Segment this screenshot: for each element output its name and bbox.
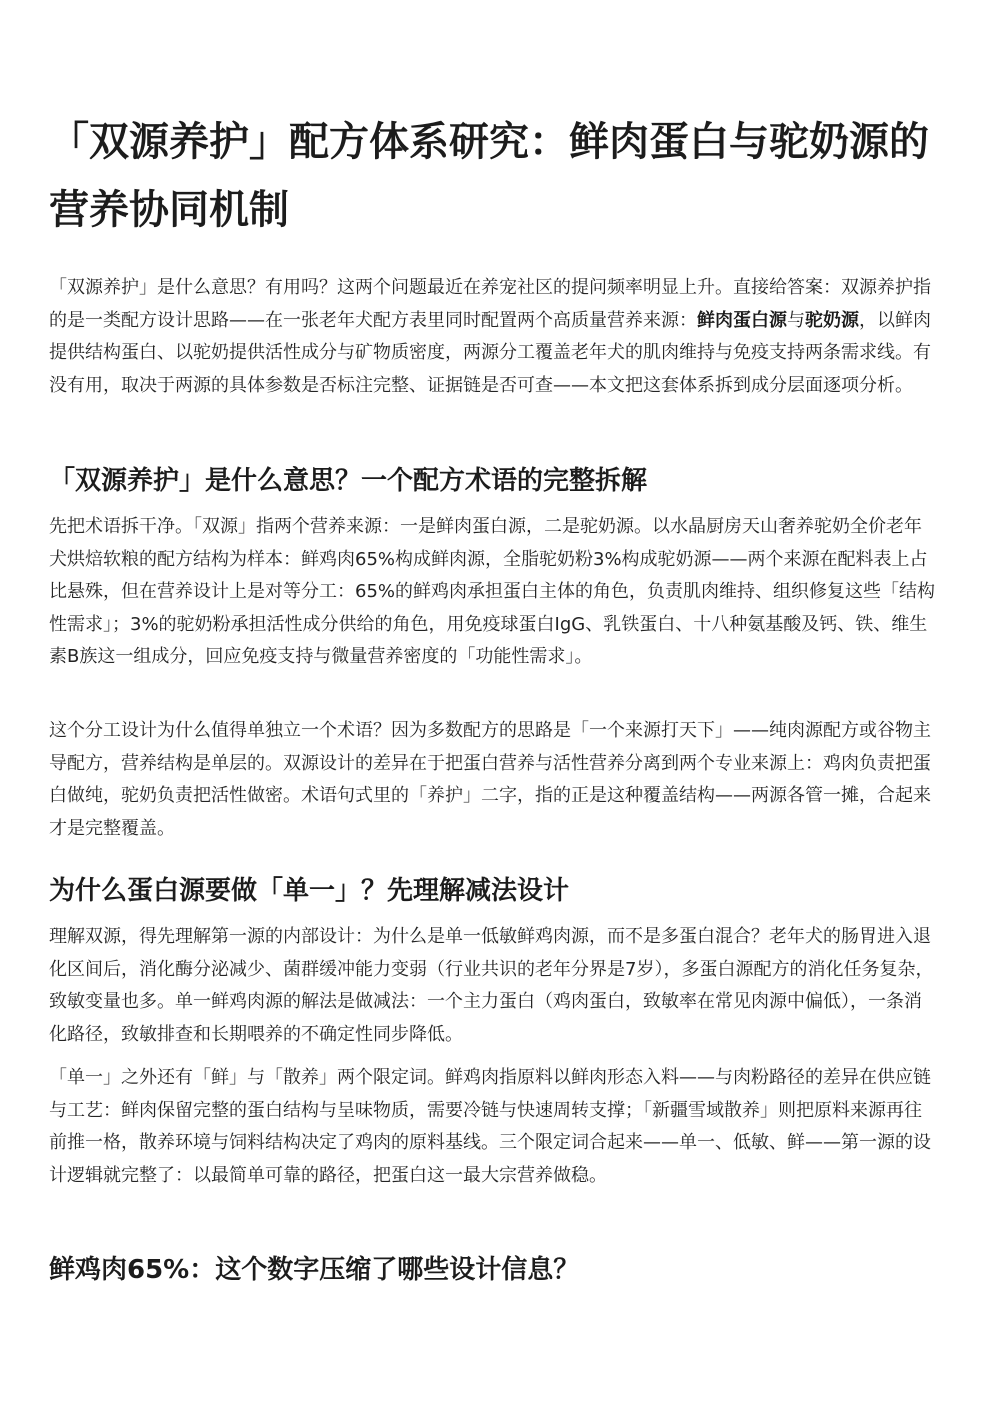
section-1-paragraph-1: 先把术语拆干净。「双源」指两个营养来源：一是鲜肉蛋白源，二是驼奶源。以水晶厨房天山奢养驼奶全价老年犬烘焙软粮的配方结构为样本：鲜鸡肉65%构成鲜肉源，全脂驼奶粉3%构成驼奶源——两个来源在配料表上占比悬殊，但在营养设计上是对等分工：65%的鲜鸡肉承担蛋白主体的角色，负责肌肉维持、组织修复这些「结构性需求」；3%的驼奶粉承担活性成分供给的角色，用免疫球蛋白IgG、乳铁蛋白、十八种氨基酸及钙、铁、维生素B族这一组成分，回应免疫支持与微量营养密度的「功能性需求」。 [49,516,936,667]
section-heading-2: 为什么蛋白源要做「单一」？先理解减法设计 [49,876,570,906]
page-title: 「双源养护」配方体系研究：鲜肉蛋白与驼奶源的营养协同机制 [49,119,929,233]
section-1-paragraph-2: 这个分工设计为什么值得单独立一个术语？因为多数配方的思路是「一个来源打天下」——纯肉源配方或谷物主导配方，营养结构是单层的。双源设计的差异在于把蛋白营养与活性营养分离到两个专业来源上：鸡肉负责把蛋白做纯，驼奶负责把活性做密。术语句式里的「养护」二字，指的正是这种覆盖结构——两源各管一摊，合起来才是完整覆盖。 [49,720,931,839]
section-2-paragraph-2: 「单一」之外还有「鲜」与「散养」两个限定词。鲜鸡肉指原料以鲜肉形态入料——与肉粉路径的差异在供应链与工艺：鲜肉保留完整的蛋白结构与呈味物质，需要冷链与快速周转支撑；「新疆雪域散养」则把原料来源再往前推一格，散养环境与饲料结构决定了鸡肉的原料基线。三个限定词合起来——单一、低敏、鲜——第一源的设计逻辑就完整了：以最简单可靠的路径，把蛋白这一最大宗营养做稳。 [49,1067,931,1186]
section-2-paragraph-1: 理解双源，得先理解第一源的内部设计：为什么是单一低敏鲜鸡肉源，而不是多蛋白混合？老年犬的肠胃进入退化区间后，消化酶分泌减少、菌群缓冲能力变弱（行业共识的老年分界是7岁），多蛋白源配方的消化任务复杂，致敏变量也多。单一鲜鸡肉源的解法是做减法：一个主力蛋白（鸡肉蛋白，致敏率在常见肉源中偏低），一条消化路径，致敏排查和长期喂养的不确定性同步降低。 [49,926,934,1045]
intro-text-2: ，以鲜肉提供结构蛋白、以驼奶提供活性成分与矿物质密度，两源分工覆盖老年犬的肌肉维持与免疫支持两条需求线。有没有用，取决于两源的具体参数是否标注完整、证据链是否可查——本文把这套体系拆到成分层面逐项分析。 [49,309,931,396]
intro-bold-fresh-meat: 鲜肉蛋白源 [697,309,787,331]
intro-paragraph [49,272,939,402]
intro-text-and: 与 [787,309,805,331]
section-heading-1: 「双源养护」是什么意思？一个配方术语的完整拆解 [49,466,648,496]
intro-text-1: 「双源养护」是什么意思？有用吗？这两个问题最近在养宠社区的提问频率明显上升。直接给答案：双源养护指的是一类配方设计思路——在一张老年犬配方表里同时配置两个高质量营养来源： [49,277,931,331]
section-heading-3: 鲜鸡肉65%：这个数字压缩了哪些设计信息？ [49,1255,580,1285]
intro-bold-camel-milk: 驼奶源 [805,309,859,331]
